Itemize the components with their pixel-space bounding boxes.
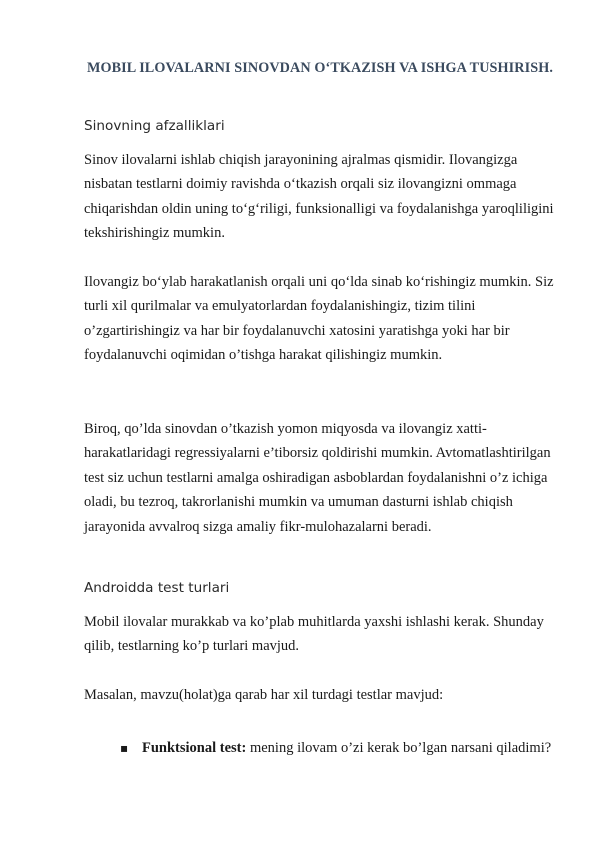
document-title: MOBIL ILOVALARNI SINOVDAN O‘TKAZISH VA ISHGA TUSHIRISH. <box>86 60 554 76</box>
section-heading-test-types: Androidda test turlari <box>84 580 230 596</box>
paragraph-2: Ilovangiz bo‘ylab harakatlanish orqali uni qo‘lda sinab ko‘rishingiz mumkin. Siz turli xil qurilmalar va emulyatorlardan foydalanishingiz, tizim tilini o’zgartirishingiz va har bir foydalanuvchi xatosini yaratishga yoki har bir foydalanuvchi oqimidan o’tishga harakat qilishingiz mumkin. <box>84 274 554 364</box>
list-item-text <box>142 736 562 760</box>
section-heading-benefits: Sinovning afzalliklari <box>84 118 225 134</box>
list-item-description: mening ilovam o’zi kerak bo’lgan narsani qiladimi? <box>246 740 552 756</box>
paragraph-5: Masalan, mavzu(holat)ga qarab har xil turdagi testlar mavjud: <box>84 687 444 703</box>
paragraph-3: Biroq, qo’lda sinovdan o’tkazish yomon miqyosda va ilovangiz xatti-harakatlaridagi regressiyalarni e’tiborsiz qoldirishi mumkin. Avtomatlashtirilgan test siz uchun testlarni amalga oshiradigan asboblardan foydalanishni o’z ichiga oladi, bu tezroq, takrorlanishi mumkin va umuman dasturni ishlab chiqish jarayonida avvalroq sizga amaliy fikr-mulohazalarni beradi. <box>84 421 551 535</box>
list-item-term: Funktsional test: <box>142 740 247 756</box>
paragraph-1: Sinov ilovalarni ishlab chiqish jarayonining ajralmas qismidir. Ilovangizga nisbatan testlarni doimiy ravishda o‘tkazish orqali siz ilovangizni ommaga chiqarishdan oldin uning to‘g‘riligi, funksionalligi va foydalanishga yaroqliligini tekshirishingiz mumkin. <box>84 152 554 242</box>
bullet-marker: ▪ <box>120 741 129 755</box>
paragraph-4: Mobil ilovalar murakkab va ko’plab muhitlarda yaxshi ishlashi kerak. Shunday qilib, testlarning ko’p turlari mavjud. <box>84 614 544 655</box>
